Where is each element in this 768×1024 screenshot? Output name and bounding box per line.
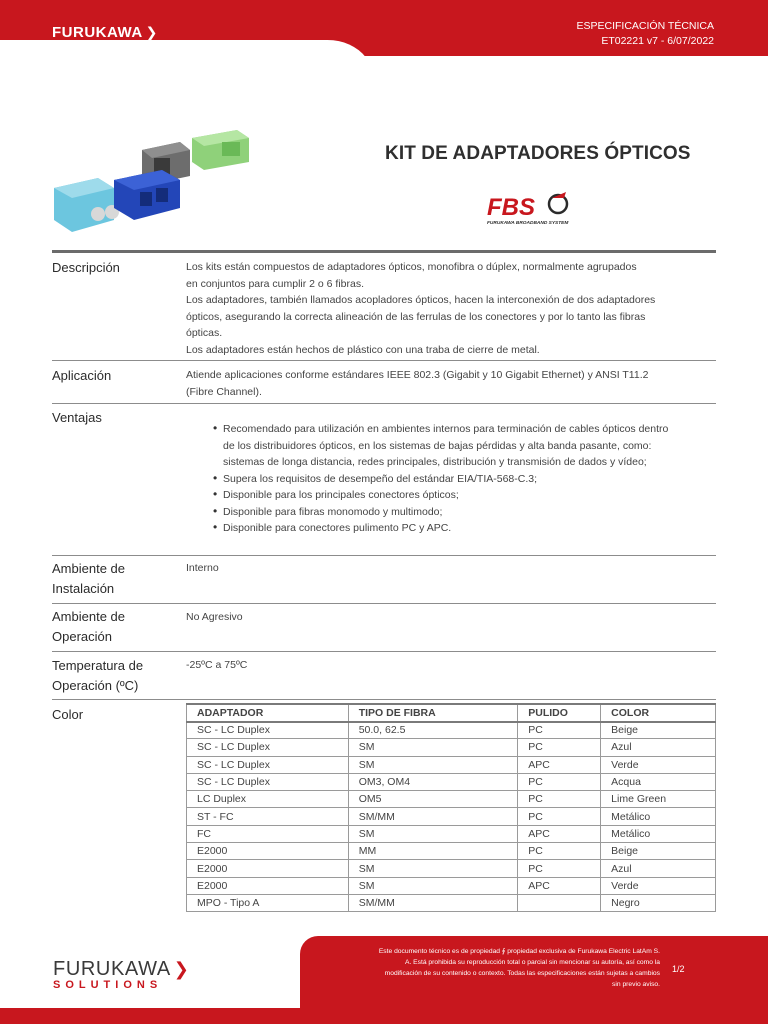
table-row: [187, 808, 716, 825]
chevron-right-icon: ❯: [173, 959, 190, 979]
label-line: Ambiente de: [52, 609, 125, 624]
descripcion-line: ópticas.: [186, 327, 223, 339]
value-ventajas: [186, 421, 716, 537]
table-cell: SM: [348, 825, 518, 842]
ventajas-list: [186, 421, 716, 537]
table-cell: APC: [518, 756, 601, 773]
label-line: Instalación: [52, 581, 115, 596]
ventaja-line: • Disponible para fibras monomodo y multimodo;: [223, 505, 443, 518]
list-item: [213, 471, 716, 488]
table-cell: SM: [348, 860, 518, 877]
label-ventajas: Ventajas: [52, 410, 102, 425]
header-brand-name: FURUKAWA: [52, 24, 143, 41]
footer-note-line: Este documento técnico es de propiedad ∮ propiedad exclusiva de Furukawa Electric LatAm S.: [378, 948, 660, 955]
table-cell: SM: [348, 739, 518, 756]
ventaja-line: • Recomendado para utilización en ambientes internos para terminación de cables ópticos dentro: [223, 423, 669, 435]
ventaja-line: sistemas de longa distancia, redes principales, distribución y transmisión de dados y vídeo;: [223, 456, 647, 468]
row-ambiente-operacion: [52, 605, 716, 652]
footer-brand-name: FURUKAWA: [53, 958, 171, 980]
footer-note-line: modificación de su contenido o contexto. Todas las especificaciones están sujetas a cambios: [384, 970, 660, 977]
table-cell: LC Duplex: [187, 791, 349, 808]
label-descripcion: Descripción: [52, 260, 120, 275]
list-item: [213, 504, 716, 521]
label-ambiente-operacion: [52, 607, 177, 647]
page-number: 1/2: [672, 964, 685, 974]
label-line: Temperatura de: [52, 658, 144, 673]
green-adapter-shape: [192, 130, 249, 170]
fbs-logo-text: FBS: [487, 194, 535, 221]
table-cell: [518, 894, 601, 911]
footer-legal-note: [328, 946, 660, 990]
table-row: [187, 722, 716, 739]
table-cell: E2000: [187, 860, 349, 877]
table-cell: APC: [518, 877, 601, 894]
value-ambiente-operacion: No Agresivo: [186, 611, 243, 623]
descripcion-line: Los kits están compuestos de adaptadores ópticos, monofibra o dúplex, normalmente agrupados: [186, 261, 637, 273]
row-descripcion: [52, 256, 716, 361]
blue-adapter-shape: [114, 170, 180, 220]
table-cell: PC: [518, 739, 601, 756]
table-cell: Metálico: [601, 808, 716, 825]
aplicacion-line: (Fibre Channel).: [186, 385, 262, 398]
table-row: [187, 843, 716, 860]
descripcion-line: en conjuntos para cumplir 2 o 6 fibras.: [186, 277, 365, 290]
table-row: [187, 860, 716, 877]
label-line: Ambiente de: [52, 561, 125, 576]
footer-logo: [53, 958, 189, 991]
table-cell: MPO - Tipo A: [187, 894, 349, 911]
table-cell: Beige: [601, 843, 716, 860]
table-cell: SM/MM: [348, 894, 518, 911]
header-brand-sub: SOLUTIONS: [52, 40, 139, 50]
table-cell: Azul: [601, 739, 716, 756]
table-cell: SC - LC Duplex: [187, 756, 349, 773]
page-title: KIT DE ADAPTADORES ÓPTICOS: [385, 143, 691, 164]
footer-note-line: sin previo aviso.: [612, 981, 660, 988]
label-temperatura: [52, 656, 177, 696]
row-ventajas: [52, 405, 716, 556]
table-header-color: COLOR: [601, 704, 716, 722]
footer-strip: [0, 1008, 768, 1024]
fbs-logo-tagline: FURUKAWA BROADBAND SYSTEM: [487, 221, 569, 226]
value-temperatura: -25ºC a 75ºC: [186, 659, 248, 671]
table-cell: Azul: [601, 860, 716, 877]
doc-type: ESPECIFICACIÓN TÉCNICA: [576, 20, 714, 32]
table-row: [187, 877, 716, 894]
table-cell: ST - FC: [187, 808, 349, 825]
table-row: [187, 739, 716, 756]
ventaja-line: de los distribuidores ópticos, en los sistemas de bajas pérdidas y alta banda pasante, como:: [223, 439, 652, 452]
value-ambiente-instalacion: Interno: [186, 562, 219, 574]
label-line: Operación (ºC): [52, 678, 139, 693]
aqua-adapter-shape: [54, 178, 119, 232]
table-cell: SC - LC Duplex: [187, 773, 349, 790]
table-header-tipo-fibra: TIPO DE FIBRA: [348, 704, 518, 722]
label-aplicacion: Aplicación: [52, 368, 112, 383]
value-aplicacion: [186, 367, 716, 400]
ventaja-line: • Supera los requisitos de desempeño del estándar EIA/TIA-568-C.3;: [223, 472, 538, 485]
section-rule: [52, 250, 716, 253]
footer-note-line: A. Está prohibida su reproducción total o parcial sin mencionar su autoría, así como la: [404, 959, 660, 966]
table-cell: OM3, OM4: [348, 773, 518, 790]
adapters-product-image: [52, 128, 257, 248]
doc-code: ET02221 v7 - 6/07/2022: [601, 35, 714, 47]
table-cell: SC - LC Duplex: [187, 739, 349, 756]
descripcion-line: ópticos, asegurando la correcta alineación de las ferrulas de los conectores y por lo tanto las fibras: [186, 310, 646, 323]
table-row: [187, 791, 716, 808]
table-cell: Acqua: [601, 773, 716, 790]
table-cell: PC: [518, 773, 601, 790]
table-row: [187, 894, 716, 911]
table-header-adaptador: ADAPTADOR: [187, 704, 349, 722]
table-header-pulido: PULIDO: [518, 704, 601, 722]
table-cell: Beige: [601, 722, 716, 739]
chevron-right-icon: ❯: [145, 24, 158, 40]
ventaja-line: • Disponible para conectores pulimento PC y APC.: [223, 522, 452, 534]
table-cell: SC - LC Duplex: [187, 722, 349, 739]
table-cell: SM: [348, 756, 518, 773]
table-row: [187, 825, 716, 842]
table-cell: PC: [518, 722, 601, 739]
row-temperatura: [52, 653, 716, 700]
ventaja-line: • Disponible para los principales conectores ópticos;: [223, 489, 459, 501]
aplicacion-line: Atiende aplicaciones conforme estándares IEEE 802.3 (Gigabit y 10 Gigabit Ethernet) y ANSI T11.2: [186, 369, 649, 381]
descripcion-line: Los adaptadores, también llamados acopladores ópticos, hacen la interconexión de dos adaptadores: [186, 294, 656, 306]
footer-brand-sub: SOLUTIONS: [53, 979, 163, 991]
fbs-logo: [486, 188, 581, 226]
table-cell: E2000: [187, 843, 349, 860]
row-aplicacion: [52, 362, 716, 404]
table-cell: PC: [518, 808, 601, 825]
table-cell: APC: [518, 825, 601, 842]
table-cell: MM: [348, 843, 518, 860]
list-item: [213, 421, 716, 471]
table-cell: PC: [518, 860, 601, 877]
table-cell: SM/MM: [348, 808, 518, 825]
label-ambiente-instalacion: [52, 559, 177, 599]
doc-meta: [577, 19, 715, 49]
label-color: Color: [52, 707, 84, 722]
list-item: [213, 520, 716, 537]
color-table: [186, 703, 716, 912]
label-line: Operación: [52, 629, 112, 644]
header-curve-decoration-2: [300, 56, 768, 72]
table-header-row: [187, 704, 716, 722]
row-ambiente-instalacion: [52, 557, 716, 604]
table-cell: 50.0, 62.5: [348, 722, 518, 739]
value-descripcion: [186, 259, 716, 358]
table-cell: FC: [187, 825, 349, 842]
header-logo: [52, 24, 158, 50]
descripcion-line: Los adaptadores están hechos de plástico con una traba de cierre de metal.: [186, 343, 540, 356]
table-row: [187, 756, 716, 773]
table-cell: OM5: [348, 791, 518, 808]
table-cell: PC: [518, 843, 601, 860]
table-cell: Metálico: [601, 825, 716, 842]
list-item: [213, 487, 716, 504]
table-cell: PC: [518, 791, 601, 808]
table-cell: Lime Green: [601, 791, 716, 808]
table-cell: E2000: [187, 877, 349, 894]
table-cell: Verde: [601, 756, 716, 773]
table-cell: SM: [348, 877, 518, 894]
table-cell: Negro: [601, 894, 716, 911]
table-row: [187, 773, 716, 790]
table-cell: Verde: [601, 877, 716, 894]
